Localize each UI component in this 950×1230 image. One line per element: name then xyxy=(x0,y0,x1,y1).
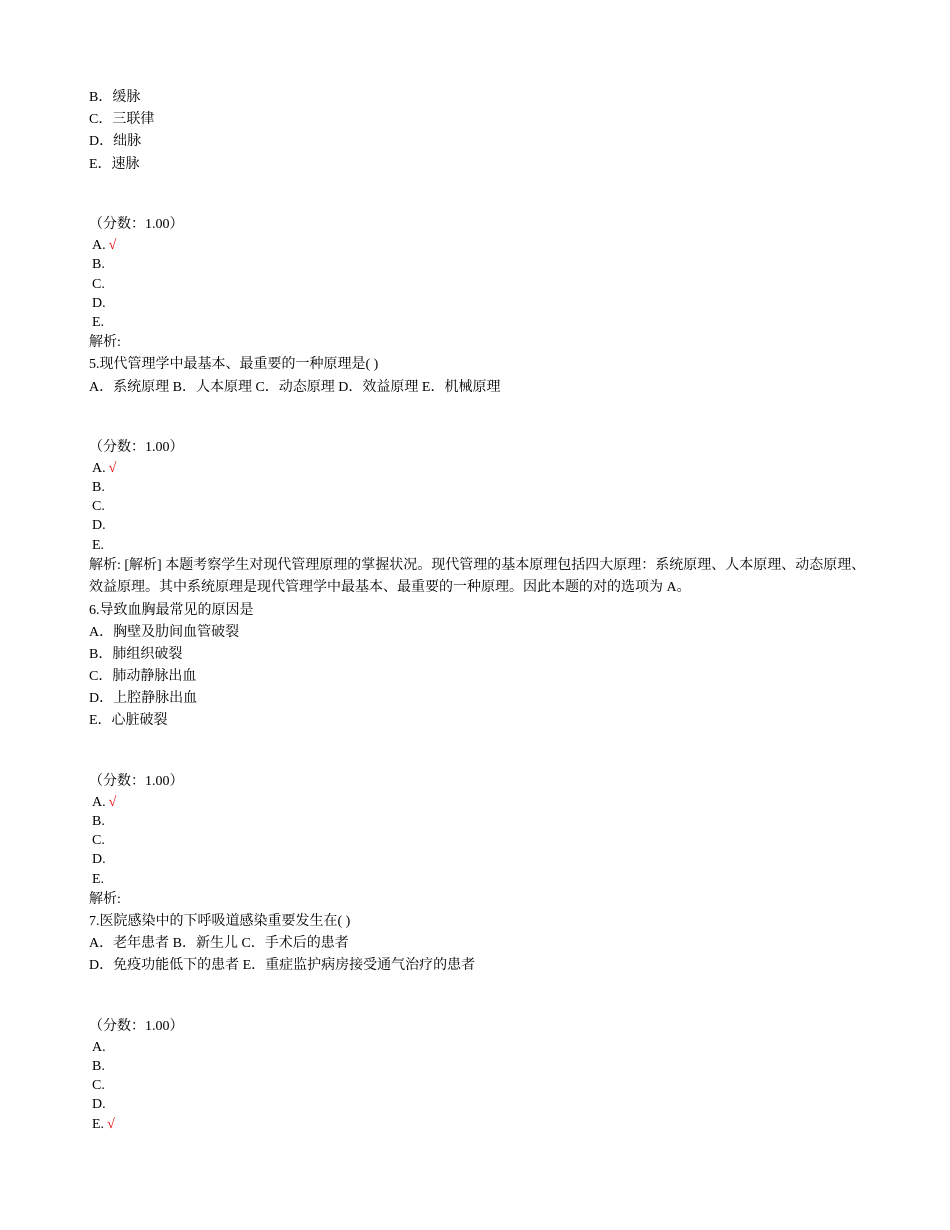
answer-option: E. xyxy=(92,872,105,887)
question-text: 5.现代管理学中最基本、最重要的一种原理是( ) xyxy=(89,357,379,372)
choice-d: D．绌脉 xyxy=(89,134,142,149)
answer-option: B. xyxy=(92,1059,105,1074)
answer-option: D. xyxy=(92,518,106,533)
answer-option: E. xyxy=(92,315,105,330)
check-mark: √ xyxy=(108,461,117,476)
check-mark: √ xyxy=(107,1117,115,1132)
answer-option: A. √ xyxy=(92,795,117,810)
choice-e: E．心脏破裂 xyxy=(89,713,168,728)
choices-line: A．系统原理 B．人本原理 C．动态原理 D．效益原理 E．机械原理 xyxy=(89,380,501,395)
choice-c: C．三联律 xyxy=(89,112,155,127)
answer-option: C. xyxy=(92,499,105,514)
answer-option: D. xyxy=(92,296,106,311)
answer-option: E. xyxy=(92,538,105,553)
check-mark: √ xyxy=(108,795,117,810)
score-label: （分数：1.00） xyxy=(89,440,184,455)
score-label: （分数：1.00） xyxy=(89,774,184,789)
answer-option: C. xyxy=(92,1078,105,1093)
answer-option: C. xyxy=(92,277,105,292)
answer-option: B. xyxy=(92,814,105,829)
choice-c: C．肺动静脉出血 xyxy=(89,669,197,684)
choices-line: A．老年患者 B．新生儿 C．手术后的患者 xyxy=(89,936,349,951)
question-text: 7.医院感染中的下呼吸道感染重要发生在( ) xyxy=(89,914,351,929)
answer-option: A. √ xyxy=(92,238,117,253)
check-mark: √ xyxy=(108,238,117,253)
analysis-label: 解析: xyxy=(89,335,121,350)
answer-option: B. xyxy=(92,480,105,495)
answer-option: A. √ xyxy=(92,461,117,476)
question-text: 6.导致血胸最常见的原因是 xyxy=(89,603,254,618)
answer-option: D. xyxy=(92,852,106,867)
answer-option: A. xyxy=(92,1040,106,1055)
score-label: （分数：1.00） xyxy=(89,217,184,232)
choice-b: B．缓脉 xyxy=(89,90,141,105)
answer-option: D. xyxy=(92,1097,106,1112)
answer-option: C. xyxy=(92,833,105,848)
answer-option: E. √ xyxy=(92,1117,115,1132)
choice-e: E．速脉 xyxy=(89,157,140,172)
choice-b: B．肺组织破裂 xyxy=(89,647,183,662)
analysis-text: 解析: [解析] 本题考察学生对现代管理原理的掌握状况。现代管理的基本原理包括四大原理：系统原理、人本原理、动态原理、效益原理。其中系统原理是现代管理学中最基本、最重要的一种原理。因此本题的对的选项为 A。 xyxy=(89,558,866,595)
choice-d: D．上腔静脉出血 xyxy=(89,691,198,706)
analysis-label: 解析: xyxy=(89,892,121,907)
answer-option: B. xyxy=(92,257,105,272)
score-label: （分数：1.00） xyxy=(89,1019,184,1034)
choices-line: D．免疫功能低下的患者 E．重症监护病房接受通气治疗的患者 xyxy=(89,958,476,973)
choice-a: A．胸壁及肋间血管破裂 xyxy=(89,625,240,640)
